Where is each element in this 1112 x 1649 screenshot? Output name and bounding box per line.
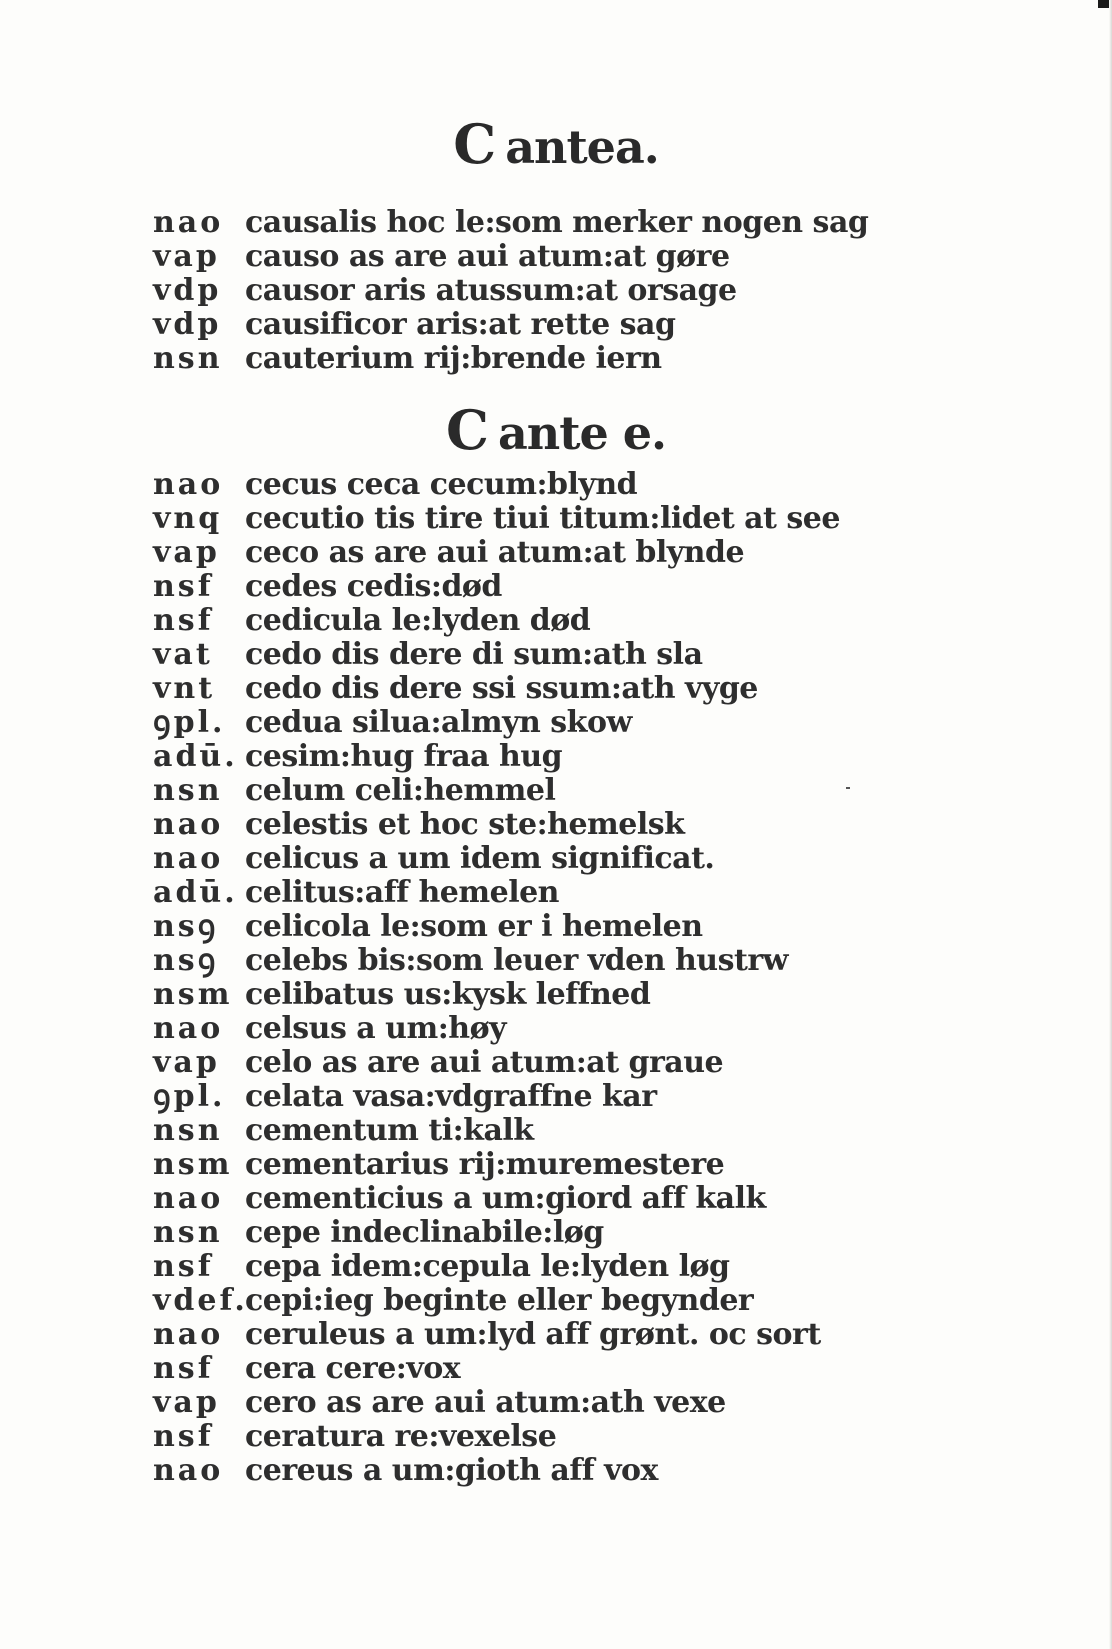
entry-text: causo as are aui atum:at gøre bbox=[245, 239, 730, 274]
heading-initial: C bbox=[453, 112, 496, 176]
dictionary-entry bbox=[153, 570, 840, 604]
entry-text: cecutio tis tire tiui titum:lidet at see bbox=[245, 501, 840, 536]
grammar-code: ꝯpl. bbox=[153, 705, 226, 740]
entry-text: celata vasa:vdgraffne kar bbox=[245, 1079, 657, 1114]
grammar-code: nao bbox=[153, 205, 224, 240]
dictionary-entry bbox=[153, 1046, 840, 1080]
entry-text: ceruleus a um:lyd aff grønt. oc sort bbox=[245, 1317, 821, 1352]
grammar-code: vnt bbox=[153, 671, 216, 706]
entry-text: ceco as are aui atum:at blynde bbox=[245, 535, 745, 570]
entry-text: cementicius a um:giord aff kalk bbox=[245, 1181, 766, 1216]
entry-text: causalis hoc le:som merker nogen sag bbox=[245, 205, 869, 240]
grammar-code: nsn bbox=[153, 773, 223, 808]
entry-text: cero as are aui atum:ath vexe bbox=[245, 1385, 726, 1420]
entry-text: cedua silua:almyn skow bbox=[245, 705, 632, 740]
dictionary-entry bbox=[153, 274, 868, 308]
dictionary-entry bbox=[153, 1216, 840, 1250]
grammar-code: nao bbox=[153, 1181, 224, 1216]
dictionary-entry bbox=[153, 740, 840, 774]
dictionary-entry bbox=[153, 706, 840, 740]
grammar-code: nsn bbox=[153, 1113, 223, 1148]
entry-text: celsus a um:høy bbox=[245, 1011, 507, 1046]
dictionary-entry bbox=[153, 1318, 840, 1352]
entry-text: cepe indeclinabile:løg bbox=[245, 1215, 604, 1250]
entry-text: celebs bis:som leuer vden hustrw bbox=[245, 943, 788, 978]
entry-text: celicola le:som er i hemelen bbox=[245, 909, 703, 944]
dictionary-entry bbox=[153, 638, 840, 672]
grammar-code: adū. bbox=[153, 739, 238, 774]
heading-text: antea. bbox=[505, 120, 659, 174]
entry-text: cereus a um:gioth aff vox bbox=[245, 1453, 658, 1488]
entry-text: cera cere:vox bbox=[245, 1351, 461, 1386]
grammar-code: vap bbox=[153, 239, 220, 274]
grammar-code: nsf bbox=[153, 603, 214, 638]
grammar-code: vap bbox=[153, 1385, 220, 1420]
dictionary-entry bbox=[153, 672, 840, 706]
grammar-code: nsn bbox=[153, 341, 223, 376]
entry-list-antea bbox=[153, 206, 868, 376]
entry-text: causificor aris:at rette sag bbox=[245, 307, 676, 342]
entry-list-ante-e bbox=[153, 468, 840, 1488]
dictionary-entry bbox=[153, 1386, 840, 1420]
dictionary-entry bbox=[153, 944, 840, 978]
entry-text: celitus:aff hemelen bbox=[245, 875, 559, 910]
stray-ink-mark bbox=[846, 787, 850, 789]
dictionary-entry bbox=[153, 910, 840, 944]
entry-text: celo as are aui atum:at graue bbox=[245, 1045, 724, 1080]
dictionary-entry bbox=[153, 1284, 840, 1318]
dictionary-entry bbox=[153, 808, 840, 842]
dictionary-entry bbox=[153, 774, 840, 808]
entry-text: cecus ceca cecum:blynd bbox=[245, 467, 638, 502]
entry-text: cedes cedis:død bbox=[245, 569, 502, 604]
dictionary-entry bbox=[153, 1454, 840, 1488]
grammar-code: nsf bbox=[153, 569, 214, 604]
dictionary-entry bbox=[153, 1080, 840, 1114]
dictionary-entry bbox=[153, 876, 840, 910]
dictionary-entry bbox=[153, 240, 868, 274]
entry-text: causor aris atussum:at orsage bbox=[245, 273, 737, 308]
dictionary-entry bbox=[153, 502, 840, 536]
entry-text: celestis et hoc ste:hemelsk bbox=[245, 807, 685, 842]
dictionary-entry bbox=[153, 536, 840, 570]
grammar-code: nsf bbox=[153, 1351, 214, 1386]
entry-text: celicus a um idem significat. bbox=[245, 841, 715, 876]
entry-text: cauterium rij:brende iern bbox=[245, 341, 662, 376]
grammar-code: vdp bbox=[153, 307, 222, 342]
grammar-code: nao bbox=[153, 467, 224, 502]
dictionary-entry bbox=[153, 1420, 840, 1454]
grammar-code: nao bbox=[153, 1317, 224, 1352]
dictionary-entry bbox=[153, 1148, 840, 1182]
grammar-code: adū. bbox=[153, 875, 238, 910]
grammar-code: vnq bbox=[153, 501, 223, 536]
grammar-code: vdef. bbox=[153, 1283, 248, 1318]
entry-text: cementum ti:kalk bbox=[245, 1113, 534, 1148]
entry-text: celibatus us:kysk leffned bbox=[245, 977, 651, 1012]
entry-text: celum celi:hemmel bbox=[245, 773, 556, 808]
grammar-code: nsm bbox=[153, 1147, 233, 1182]
grammar-code: nsf bbox=[153, 1249, 214, 1284]
dictionary-entry bbox=[153, 842, 840, 876]
entry-text: cepa idem:cepula le:lyden løg bbox=[245, 1249, 730, 1284]
entry-text: cementarius rij:muremestere bbox=[245, 1147, 725, 1182]
grammar-code: vap bbox=[153, 1045, 220, 1080]
dictionary-entry bbox=[153, 468, 840, 502]
entry-text: cedo dis dere di sum:ath sla bbox=[245, 637, 703, 672]
grammar-code: vap bbox=[153, 535, 220, 570]
grammar-code: nsn bbox=[153, 1215, 223, 1250]
grammar-code: vat bbox=[153, 637, 213, 672]
grammar-code: nao bbox=[153, 841, 224, 876]
entry-text: cepi:ieg beginte eller begynder bbox=[245, 1283, 754, 1318]
dictionary-entry bbox=[153, 978, 840, 1012]
dictionary-entry bbox=[153, 1250, 840, 1284]
dictionary-entry bbox=[153, 1012, 840, 1046]
grammar-code: nsꝯ bbox=[153, 909, 219, 944]
dictionary-entry bbox=[153, 604, 840, 638]
entry-text: ceratura re:vexelse bbox=[245, 1419, 557, 1454]
heading-initial: C bbox=[445, 398, 488, 462]
section-heading-antea bbox=[0, 112, 1112, 176]
grammar-code: vdp bbox=[153, 273, 222, 308]
dictionary-entry bbox=[153, 1114, 840, 1148]
dictionary-entry bbox=[153, 1182, 840, 1216]
dictionary-entry bbox=[153, 206, 868, 240]
grammar-code: nsf bbox=[153, 1419, 214, 1454]
entry-text: cedicula le:lyden død bbox=[245, 603, 591, 638]
section-heading-ante-e bbox=[0, 398, 1112, 462]
grammar-code: ꝯpl. bbox=[153, 1079, 226, 1114]
dictionary-entry bbox=[153, 342, 868, 376]
entry-text: cedo dis dere ssi ssum:ath vyge bbox=[245, 671, 758, 706]
grammar-code: nsm bbox=[153, 977, 233, 1012]
heading-text: ante e. bbox=[497, 406, 667, 460]
dictionary-entry bbox=[153, 1352, 840, 1386]
entry-text: cesim:hug fraa hug bbox=[245, 739, 563, 774]
dictionary-entry bbox=[153, 308, 868, 342]
grammar-code: nsꝯ bbox=[153, 943, 219, 978]
grammar-code: nao bbox=[153, 807, 224, 842]
grammar-code: nao bbox=[153, 1453, 224, 1488]
grammar-code: nao bbox=[153, 1011, 224, 1046]
